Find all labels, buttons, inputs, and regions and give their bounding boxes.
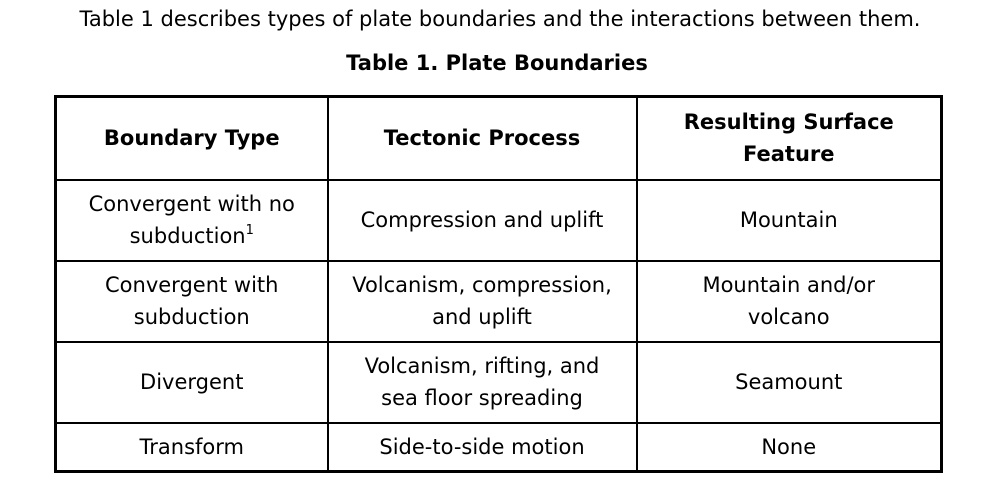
surface-feature-cell: None <box>637 423 942 472</box>
tectonic-process-cell: Side-to-side motion <box>328 423 637 472</box>
boundary-type-cell: Convergent with subduction <box>56 261 328 342</box>
plate-boundaries-table <box>54 95 943 473</box>
header-boundary-type: Boundary Type <box>56 97 328 180</box>
table-row <box>56 342 942 423</box>
table-caption: Table 1. Plate Boundaries <box>346 51 648 75</box>
boundary-type-cell: Divergent <box>56 342 328 423</box>
boundary-type-cell <box>56 180 328 261</box>
table-header-row <box>56 97 942 180</box>
tectonic-process-cell: Volcanism, compression, and uplift <box>328 261 637 342</box>
table-row <box>56 180 942 261</box>
boundary-type-text: Convergent with no subduction <box>88 192 295 248</box>
surface-feature-cell: Seamount <box>637 342 942 423</box>
surface-feature-cell: Mountain <box>637 180 942 261</box>
intro-text: Table 1 describes types of plate boundaries and the interactions between them. <box>79 7 921 31</box>
surface-feature-cell: Mountain and/or volcano <box>637 261 942 342</box>
boundary-type-cell: Transform <box>56 423 328 472</box>
footnote-marker: 1 <box>245 223 254 238</box>
tectonic-process-cell: Volcanism, rifting, and sea floor spreading <box>328 342 637 423</box>
table-row <box>56 423 942 472</box>
tectonic-process-cell: Compression and uplift <box>328 180 637 261</box>
header-resulting-surface-feature: Resulting Surface Feature <box>637 97 942 180</box>
header-tectonic-process: Tectonic Process <box>328 97 637 180</box>
table-row <box>56 261 942 342</box>
